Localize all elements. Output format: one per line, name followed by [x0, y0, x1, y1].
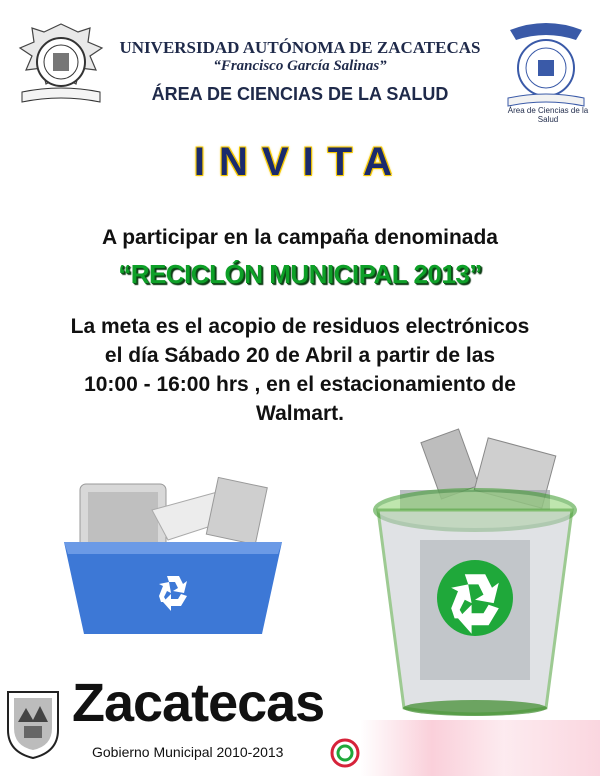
- zacatecas-brand: Zacatecas: [72, 673, 325, 733]
- campaign-name: “RECICLÓN MUNICIPAL 2013”: [118, 259, 482, 289]
- footer-decorative-bar: [360, 720, 600, 776]
- zacatecas-seal-icon: [4, 686, 62, 760]
- green-recycling-bin-image: [370, 420, 580, 718]
- health-sciences-logo-icon: [500, 20, 592, 120]
- details-line-2: el día Sábado 20 de Abril a partir de las: [104, 344, 496, 367]
- university-motto: “Francisco García Salinas”: [213, 58, 387, 74]
- details-paragraph: [20, 312, 580, 428]
- details-line-1: La meta es el acopio de residuos electrónicos: [70, 315, 530, 338]
- health-sciences-area: ÁREA DE CIENCIAS DE LA SALUD: [151, 84, 449, 104]
- university-name: UNIVERSIDAD AUTÓNOMA DE ZACATECAS: [119, 38, 481, 57]
- right-logo-caption: Área de Ciencias de la Salud: [507, 106, 589, 124]
- municipal-government-subtitle: Gobierno Municipal 2010-2013: [92, 744, 284, 760]
- invita-heading: INVITA: [193, 140, 407, 184]
- details-line-3: 10:00 - 16:00 hrs , en el estacionamiento de: [84, 373, 516, 396]
- intro-text: A participar en la campaña denominada: [101, 226, 498, 249]
- details-line-4: Walmart.: [256, 402, 344, 425]
- blue-recycling-bin-image: [62, 470, 284, 634]
- municipal-emblem-icon: [330, 738, 360, 768]
